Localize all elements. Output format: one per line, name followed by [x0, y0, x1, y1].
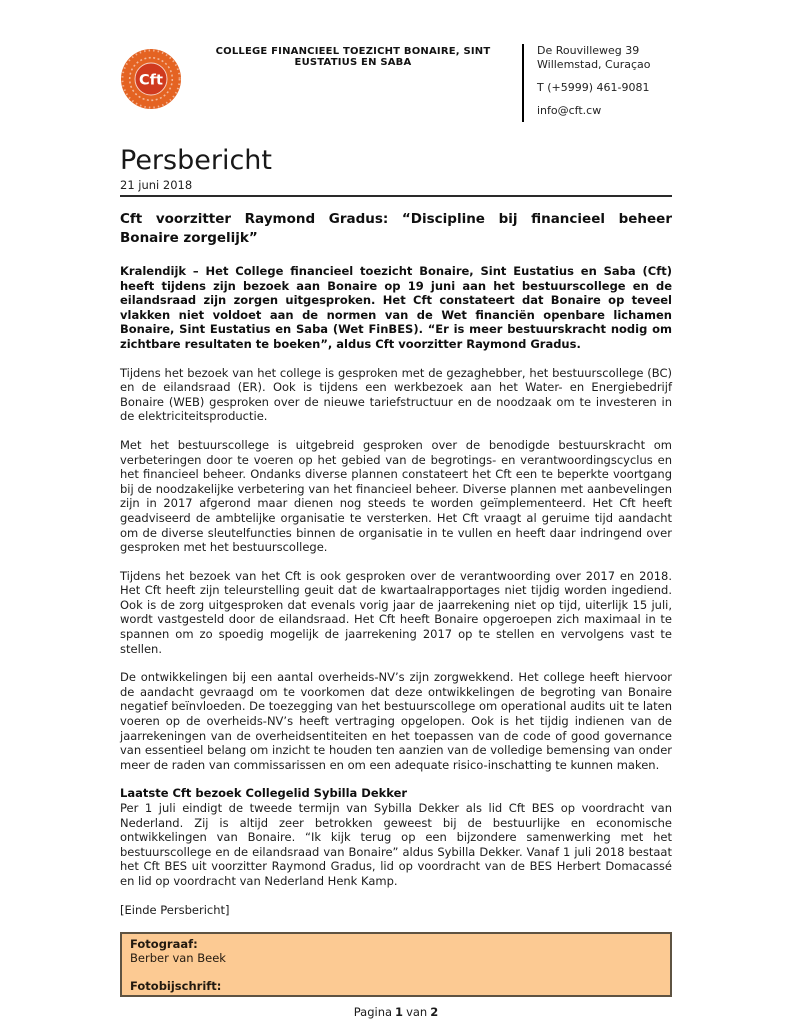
document-title: Persbericht — [120, 145, 272, 176]
body-paragraph-3: Tijdens het bezoek van het Cft is ook gesproken over de verantwoording over 2017 en 2018. Het Cft heeft zijn teleurstelling geuit dat de kwartaalrapportages niet tijdig worden ingediend. Ook is de zorg uitgesproken dat evenals vorig jaar de jaarrekening niet op tijd, uiterlijk 15 juli, wordt vastgesteld door de eilandsraad. Het Cft heeft Bonaire opgeroepen zich maximaal in te spannen om zo spoedig mogelijk de jaarrekening 2017 op te stellen en vervolgens vast te stellen. — [120, 568, 672, 656]
photo-credit-box — [120, 932, 672, 997]
contact-block — [522, 44, 672, 122]
headline: Cft voorzitter Raymond Gradus: “Discipline bij financieel beheer Bonaire zorgelijk” — [120, 211, 672, 246]
photographer-name: Berber van Beek — [130, 951, 226, 966]
title-divider — [120, 195, 672, 197]
body-paragraph-1: Tijdens het bezoek van het college is gesproken met de gezaghebber, het bestuurscollege (BC) en de eilandsraad (ER). Ook is tijdens een werkbezoek aan het Water- en Energiebedrijf Bonaire (WEB) gesproken over de nieuwe tariefstructuur en de noodzaak om te investeren in de elektriciteitsproductie. — [120, 365, 672, 424]
section-paragraph: Per 1 juli eindigt de tweede termijn van Sybilla Dekker als lid Cft BES op voordracht van Nederland. Zij is altijd zeer betrokken geweest bij de bestuurlijke en economische ontwikkelingen van Bonaire. “Ik kijk terug op een bijzondere samenwerking met het bestuurscollege en de eilandsraad van Bonaire” aldus Sybilla Dekker. Vanaf 1 juli 2018 bestaat het Cft BES uit voorzitter Raymond Gradus, lid op voordracht van de BES Herbert Domacassé en lid op voordracht van Nederland Henk Kamp. — [120, 801, 672, 888]
photographer-label: Fotograaf: — [130, 937, 198, 952]
address-line-2: Willemstad, Curaçao — [537, 58, 651, 71]
body-paragraph-2: Met het bestuurscollege is uitgebreid gesproken over de benodigde bestuurskracht om verbeteringen door te voeren op het gebied van de begrotings- en verantwoordingscyclus en het financieel beheer. Ondanks diverse plannen constateert het Cft een te beperkte voortgang bij de noodzakelijke verbetering van het financieel beheer. Diverse plannen met aanbevelingen zijn in 2017 afgerond maar dienen nog steeds te worden geïmplementeerd. Het Cft heeft geadviseerd de ambtelijke organisatie te versterken. Het Cft vraagt al geruime tijd aandacht om de diverse sleutelfuncties binnen de organisatie in te vullen en heeft daar indringend over gesproken met het bestuurscollege. — [120, 437, 672, 555]
document-date: 21 juni 2018 — [120, 178, 193, 192]
letterhead — [120, 44, 672, 122]
current-page-number: 1 — [395, 1005, 404, 1020]
address-line-1: De Rouvilleweg 39 — [537, 44, 640, 57]
org-name: COLLEGE FINANCIEEL TOEZICHT BONAIRE, SINT EUSTATIUS EN SABA — [215, 46, 491, 68]
caption-label: Fotobijschrift: — [130, 979, 222, 994]
total-pages-number: 2 — [430, 1005, 439, 1020]
cft-logo-icon — [120, 48, 182, 110]
end-marker: [Einde Persbericht] — [120, 902, 230, 917]
page-label: Pagina — [353, 1005, 393, 1020]
cft-logo-badge — [120, 48, 182, 110]
phone-number: T (+5999) 461-9081 — [537, 81, 650, 94]
lead-paragraph: Kralendijk – Het College financieel toezicht Bonaire, Sint Eustatius en Saba (Cft) heeft tijdens zijn bezoek aan Bonaire op 19 juni aan het bestuurscollege en de eilandsraad zijn zorgen uitgesproken. Het Cft constateert dat Bonaire op teveel vlakken niet voldoet aan de normen van de Wet financiën openbare lichamen Bonaire, Sint Eustatius en Saba (Wet FinBES). “Er is meer bestuurskracht nodig om zichtbare resultaten te boeken”, aldus Cft voorzitter Raymond Gradus. — [120, 264, 672, 351]
body-paragraph-4: De ontwikkelingen bij een aantal overheids-NV’s zijn zorgwekkend. Het college heeft hiervoor de aandacht gevraagd om te voorkomen dat deze ontwikkelingen de begroting van Bonaire negatief beïnvloeden. De toezegging van het bestuurscollege om operational audits uit te laten voeren op de overheids-NV’s heeft vertraging opgelopen. Ook is het tijdig indienen van de jaarrekeningen van de overheidsentiteiten en het toepassen van de code of good governance van essentieel belang om inzicht te houden ten aanzien van de volledige bemensing van onder meer de raden van commissarissen en om een adequate risico-inschatting te kunnen maken. — [120, 670, 672, 772]
email-address: info@cft.cw — [537, 104, 602, 117]
page-footer — [120, 1005, 672, 1019]
logo-text: Cft — [139, 72, 163, 89]
page-separator: van — [406, 1005, 428, 1020]
section-heading: Laatste Cft bezoek Collegelid Sybilla Dekker — [120, 786, 408, 801]
